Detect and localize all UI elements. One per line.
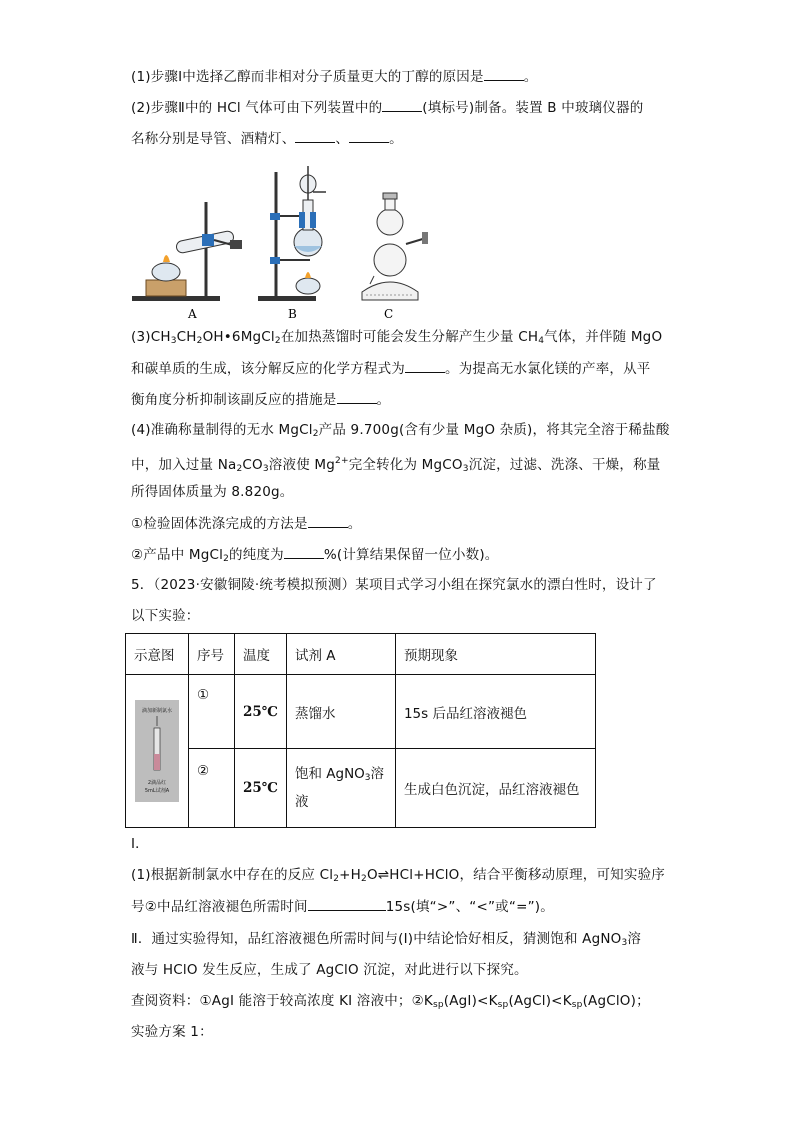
apparatus-label-c: C xyxy=(384,307,394,321)
schematic-cell xyxy=(126,675,189,828)
text: (AgClO)； xyxy=(582,993,650,1009)
table-header-row xyxy=(126,634,596,675)
subscript: 2 xyxy=(361,874,367,884)
question-1-line xyxy=(131,66,537,87)
row-number-cell: ② xyxy=(189,749,235,828)
text: 。 xyxy=(376,392,391,408)
text: 名称分别是导管、酒精灯、 xyxy=(131,131,296,147)
answer-blank xyxy=(484,66,524,81)
text: (AgCl)<K xyxy=(508,993,572,1009)
text: 。 xyxy=(389,131,403,147)
apparatus-label-a: A xyxy=(188,307,197,321)
apparatus-a xyxy=(132,202,242,301)
text: 沉淀，过滤、洗涤、干燥，称量 xyxy=(468,457,661,473)
answer-blank xyxy=(337,389,377,404)
test-tube-drawing xyxy=(135,700,179,802)
phenomenon-cell: 生成白色沉淀，品红溶液褪色 xyxy=(395,749,595,828)
text: 中，加入过量 Na xyxy=(131,457,237,473)
answer-blank xyxy=(382,97,422,112)
text: 溶液使 Mg xyxy=(268,457,336,473)
table-header-cell: 序号 xyxy=(189,634,235,675)
text: 饱和 AgNO xyxy=(294,766,365,782)
text: CH xyxy=(176,329,197,345)
subscript: 2 xyxy=(196,336,203,346)
section-ii-line-2: 液与 HClO 发生反应，生成了 AgClO 沉淀，对此进行以下探究。 xyxy=(131,962,528,978)
subscript: 4 xyxy=(538,336,545,346)
apparatus-label-b: B xyxy=(288,307,297,321)
section-i-q1 xyxy=(131,865,665,889)
text: 查阅资料：①AgI 能溶于较高浓度 KI 溶液中；②K xyxy=(131,993,433,1009)
section-i-q1-line-2 xyxy=(131,896,554,917)
text: OH•6MgCl xyxy=(202,329,275,345)
text: 液 xyxy=(294,794,309,810)
text: Ⅱ．通过实验得知，品红溶液褪色所需时间与(Ⅰ)中结论恰好相反，猜测饱和 AgNO xyxy=(131,931,622,947)
table-header-cell: 示意图 xyxy=(126,634,189,675)
apparatus-c xyxy=(362,193,428,300)
subscript: 2 xyxy=(274,336,281,346)
text: +H xyxy=(339,867,362,883)
text: 的纯度为 xyxy=(229,547,284,563)
subscript: sp xyxy=(432,1000,444,1010)
text: 。 xyxy=(347,516,362,532)
subscript: 2 xyxy=(223,554,230,564)
question-4-line-2 xyxy=(131,451,661,479)
image-text: 2滴品红 xyxy=(147,780,167,786)
subscript: sp xyxy=(497,1000,509,1010)
subscript: 3 xyxy=(364,773,371,783)
text: ①检验固体洗涤完成的方法是 xyxy=(131,516,308,532)
plan-1-line: 实验方案 1： xyxy=(131,1024,213,1040)
image-text: 滴加新制氯水 xyxy=(141,708,173,714)
temperature-cell: 25℃ xyxy=(235,675,287,749)
answer-blank xyxy=(405,358,445,373)
phenomenon-cell: 15s 后品红溶液褪色 xyxy=(395,675,595,749)
table-header-cell: 试剂 A xyxy=(286,634,395,675)
text: (3)CH xyxy=(131,329,171,345)
reference-line xyxy=(131,991,650,1015)
text: 产品 9.700g(含有少量 MgO 杂质)，将其完全溶于稀盐酸 xyxy=(318,422,670,438)
row-number-cell: ① xyxy=(189,675,235,749)
answer-blank xyxy=(349,128,389,143)
text: 。为提高无水氯化镁的产率，从平 xyxy=(445,361,651,377)
question-4-sub-1 xyxy=(131,513,361,534)
answer-blank xyxy=(308,896,386,911)
question-2-line xyxy=(131,97,643,118)
subscript: sp xyxy=(571,1000,583,1010)
question-5-intro: 以下实验： xyxy=(131,608,200,624)
question-2-line-2 xyxy=(131,128,403,149)
experiment-table xyxy=(125,633,596,828)
subscript: 3 xyxy=(462,464,469,474)
text: 溶 xyxy=(627,931,642,947)
text: 衡角度分析抑制该副反应的措施是 xyxy=(131,392,337,408)
temperature-cell: 25℃ xyxy=(235,749,287,828)
subscript: 3 xyxy=(170,336,177,346)
text: (2)步骤Ⅱ中的 HCl 气体可由下列装置中的 xyxy=(131,100,383,116)
table-header-cell: 温度 xyxy=(235,634,287,675)
text: 。 xyxy=(523,69,538,85)
text: %(计算结果保留一位小数)。 xyxy=(323,547,499,563)
text: 、 xyxy=(335,131,350,147)
reagent-cell: 蒸馏水 xyxy=(286,675,395,749)
text: (AgI)<K xyxy=(443,993,498,1009)
section-i-marker: Ⅰ． xyxy=(131,836,149,852)
answer-blank xyxy=(284,544,324,559)
text: (1)根据新制氯水中存在的反应 Cl xyxy=(131,867,334,883)
table-row xyxy=(126,675,596,749)
table-row xyxy=(126,749,596,828)
text: (4)准确称量制得的无水 MgCl xyxy=(131,422,313,438)
superscript: 2+ xyxy=(335,456,349,466)
answer-blank xyxy=(295,128,335,143)
question-3-line-2 xyxy=(131,358,651,379)
question-5-title: 5．（2023·安徽铜陵·统考模拟预测）某项目式学习小组在探究氯水的漂白性时，设计了 xyxy=(131,577,657,593)
text: 号②中品红溶液褪色所需时间 xyxy=(131,899,308,915)
text: (1)步骤Ⅰ中选择乙醇而非相对分子质量更大的丁醇的原因是 xyxy=(131,69,484,85)
text: 和碳单质的生成，该分解反应的化学方程式为 xyxy=(131,361,405,377)
question-4-line xyxy=(131,420,670,444)
section-ii-line xyxy=(131,929,641,953)
text: ②产品中 MgCl xyxy=(131,547,224,563)
text: CO xyxy=(242,457,263,473)
text: O⇌HCl+HClO，结合平衡移动原理，可知实验序 xyxy=(366,867,665,883)
subscript: 2 xyxy=(236,464,243,474)
apparatus-drawing xyxy=(130,150,450,322)
text: 15s(填“>”、“<”或“=”)。 xyxy=(385,899,554,915)
question-4-sub-2 xyxy=(131,544,499,569)
text: 溶 xyxy=(370,766,385,782)
text: (填标号)制备。装置 B 中玻璃仪器的 xyxy=(422,100,644,116)
subscript: 3 xyxy=(621,938,628,948)
text: 气体，并伴随 MgO xyxy=(544,329,663,345)
subscript: 2 xyxy=(312,429,319,439)
schematic-image xyxy=(135,700,179,802)
apparatus-figure xyxy=(130,150,450,322)
question-3-line-3 xyxy=(131,389,390,410)
answer-blank xyxy=(308,513,348,528)
image-text: 5mL试剂A xyxy=(144,788,170,794)
reagent-cell xyxy=(286,749,395,828)
subscript: 3 xyxy=(262,464,269,474)
text: 完全转化为 MgCO xyxy=(348,457,463,473)
question-3-line xyxy=(131,327,662,351)
question-4-line-3: 所得固体质量为 8.820g。 xyxy=(131,484,294,500)
text: 在加热蒸馏时可能会发生分解产生少量 CH xyxy=(280,329,539,345)
table-header-cell: 预期现象 xyxy=(395,634,595,675)
apparatus-b xyxy=(258,166,326,301)
subscript: 2 xyxy=(333,874,340,884)
